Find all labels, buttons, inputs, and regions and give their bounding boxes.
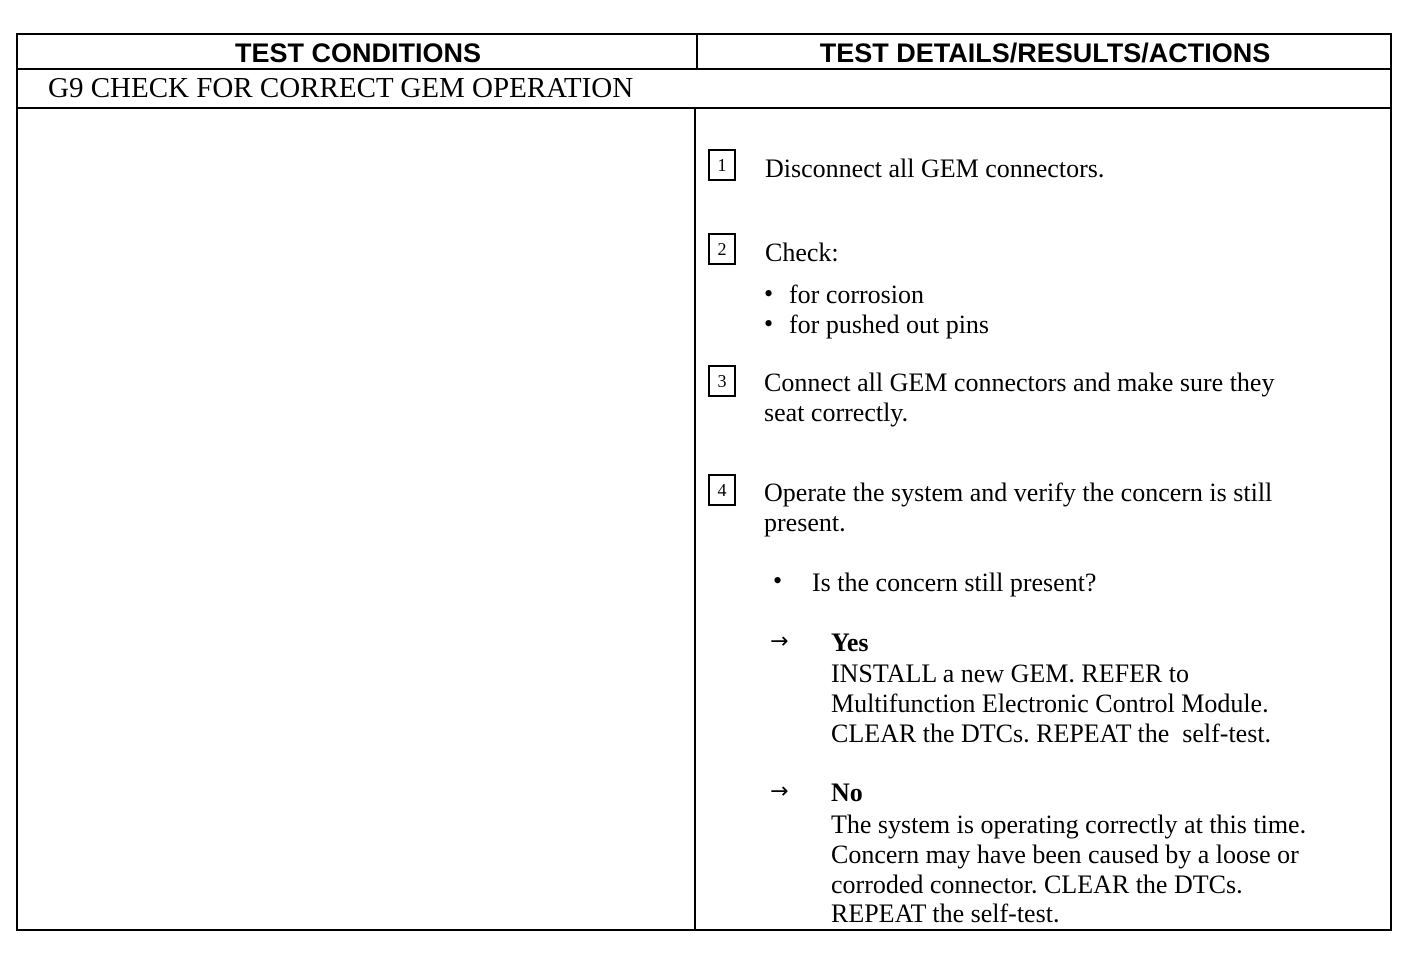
outcome-no-line-4: REPEAT the self-test. [831, 899, 1060, 928]
outcome-yes-label: Yes [831, 628, 869, 657]
step-2-bullet-2: for pushed out pins [789, 310, 990, 339]
step-4-text-line-2: present. [764, 508, 846, 537]
arrow-right-icon: → [770, 779, 789, 804]
step-2-bullet-1: for corrosion [789, 280, 925, 309]
outcome-no-line-2: Concern may have been caused by a loose or [831, 840, 1299, 869]
step-3-text-line-2: seat correctly. [764, 398, 909, 427]
step-1-text: Disconnect all GEM connectors. [765, 154, 1105, 183]
test-conditions-cell [18, 109, 694, 931]
outcome-yes-line-1: INSTALL a new GEM. REFER to [831, 659, 1190, 688]
column-divider [694, 109, 696, 931]
bullet-dot: • [773, 566, 783, 595]
outcome-no-line-3: corroded connector. CLEAR the DTCs. [831, 870, 1243, 899]
step-2-number: 2 [708, 233, 736, 265]
step-4-number: 4 [708, 474, 736, 506]
step-2-text: Check: [765, 238, 839, 267]
header-test-details: TEST DETAILS/RESULTS/ACTIONS [698, 35, 1392, 70]
test-procedure-table [16, 33, 1392, 931]
outcome-yes-line-2: Multifunction Electronic Control Module. [831, 689, 1269, 718]
bullet-dot: • [764, 309, 774, 338]
outcome-yes-line-3: CLEAR the DTCs. REPEAT the self-test. [831, 719, 1272, 748]
step-4-text-line-1: Operate the system and verify the concern is still [764, 478, 1273, 507]
arrow-right-icon: → [770, 629, 789, 654]
step-3-number: 3 [708, 365, 736, 397]
step-3-text-line-1: Connect all GEM connectors and make sure they [764, 368, 1275, 397]
section-title: G9 CHECK FOR CORRECT GEM OPERATION [18, 70, 1392, 109]
question-text: Is the concern still present? [812, 568, 1097, 597]
outcome-no-label: No [831, 778, 863, 807]
header-test-conditions: TEST CONDITIONS [18, 35, 698, 70]
bullet-dot: • [764, 279, 774, 308]
outcome-no-line-1: The system is operating correctly at this time. [831, 810, 1307, 839]
step-1-number: 1 [708, 149, 736, 181]
